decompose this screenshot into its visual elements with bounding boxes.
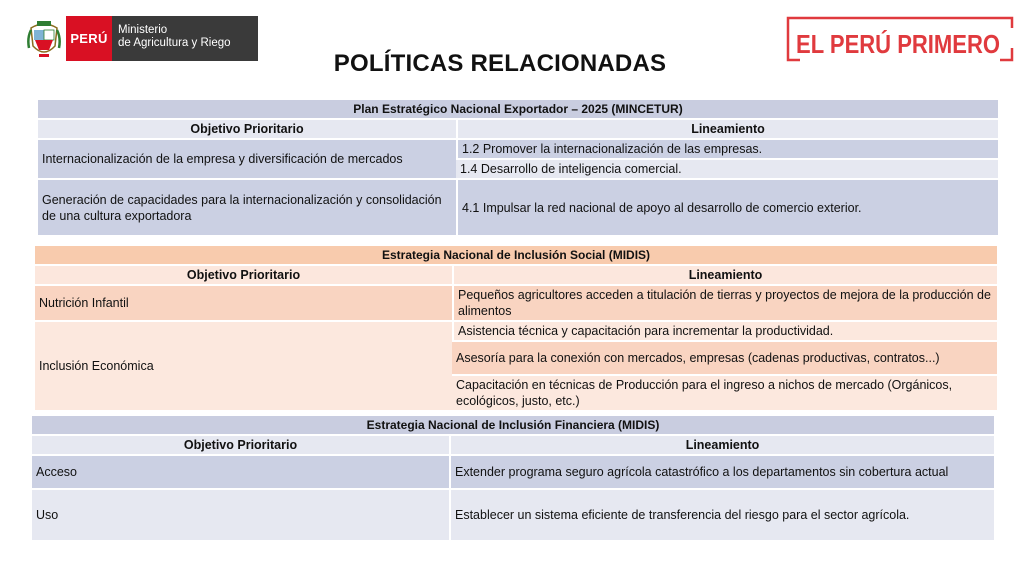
- objetivo-cell: Uso: [32, 490, 449, 542]
- table-inclusion-social: [35, 246, 997, 412]
- column-header-lineamiento: Lineamiento: [449, 436, 994, 456]
- lineamiento-cell: Establecer un sistema eficiente de transferencia del riesgo para el sector agrícola.: [449, 490, 994, 542]
- lineamiento-cell: Asistencia técnica y capacitación para incrementar la productividad.: [452, 322, 997, 342]
- table-row: [32, 456, 994, 490]
- objetivo-cell: Internacionalización de la empresa y diversificación de mercados: [38, 140, 456, 180]
- lineamiento-cell: Asesoría para la conexión con mercados, empresas (cadenas productivas, contratos...): [452, 342, 997, 376]
- table-row: [38, 180, 998, 237]
- column-header-objetivo: Objetivo Prioritario: [32, 436, 449, 456]
- objetivo-cell: Acceso: [32, 456, 449, 490]
- objetivo-cell: Nutrición Infantil: [35, 286, 452, 322]
- column-header-lineamiento: Lineamiento: [452, 266, 997, 286]
- objetivo-cell: Inclusión Económica: [35, 322, 452, 412]
- table-row: [38, 140, 998, 160]
- brand-text: EL PERÚ PRIMERO: [796, 29, 1000, 59]
- lineamiento-cell: 1.4 Desarrollo de inteligencia comercial.: [456, 160, 998, 180]
- table-row: [32, 490, 994, 542]
- objetivo-cell: Generación de capacidades para la internacionalización y consolidación de una cultura exportadora: [38, 180, 456, 237]
- lineamiento-cell: 1.2 Promover la internacionalización de las empresas.: [456, 140, 998, 160]
- column-header-objetivo: Objetivo Prioritario: [38, 120, 456, 140]
- page-title: POLÍTICAS RELACIONADAS: [333, 50, 667, 77]
- column-header-objetivo: Objetivo Prioritario: [35, 266, 452, 286]
- table-inclusion-financiera: [32, 416, 994, 542]
- table-title: Estrategia Nacional de Inclusión Social (MIDIS): [35, 246, 997, 266]
- lineamiento-cell: Pequeños agricultores acceden a titulación de tierras y proyectos de mejora de la producción de alimentos: [452, 286, 997, 322]
- peru-label: PERÚ: [66, 16, 112, 61]
- table-title: Plan Estratégico Nacional Exportador – 2025 (MINCETUR): [38, 100, 998, 120]
- ministry-line-2: de Agricultura y Riego: [118, 37, 231, 49]
- column-header-lineamiento: Lineamiento: [456, 120, 998, 140]
- lineamiento-cell: 4.1 Impulsar la red nacional de apoyo al desarrollo de comercio exterior.: [456, 180, 998, 237]
- brand-logo: [786, 16, 1014, 62]
- lineamiento-cell: Capacitación en técnicas de Producción para el ingreso a nichos de mercado (Orgánicos, ecológicos, justo, etc.): [452, 376, 997, 412]
- table-row: [35, 322, 997, 342]
- table-plan-exportador: [38, 100, 998, 237]
- table-title: Estrategia Nacional de Inclusión Financiera (MIDIS): [32, 416, 994, 436]
- table-row: [35, 286, 997, 322]
- ministry-line-1: Ministerio: [118, 24, 168, 36]
- lineamiento-cell: Extender programa seguro agrícola catastrófico a los departamentos sin cobertura actual: [449, 456, 994, 490]
